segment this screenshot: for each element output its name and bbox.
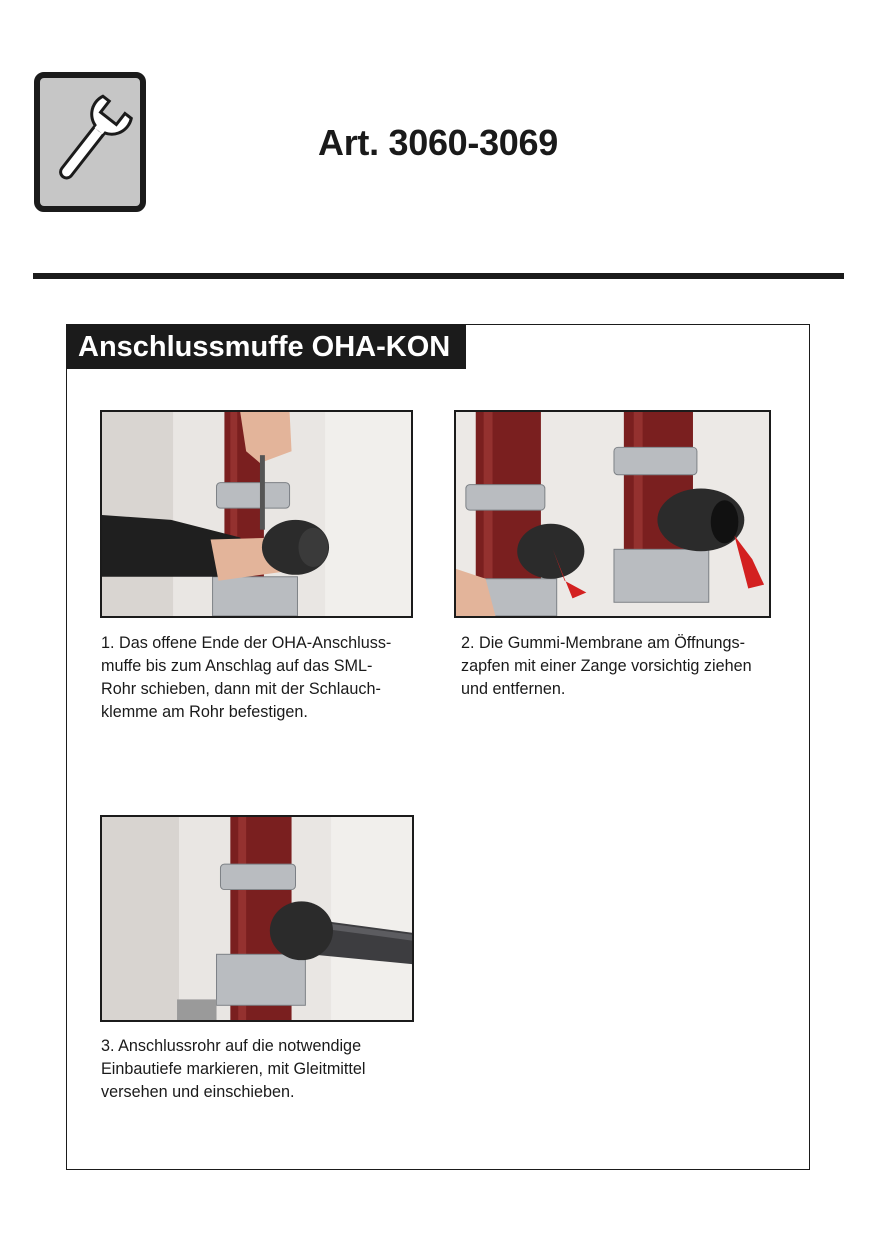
caption-line: 2. Die Gummi-Membrane am Öffnungs- xyxy=(461,634,745,652)
wrench-icon xyxy=(40,78,140,206)
caption-line: klemme am Rohr befestigen. xyxy=(101,703,308,721)
caption-line: versehen und einschieben. xyxy=(101,1083,295,1101)
step-1-photo xyxy=(100,410,413,618)
step-2-photo xyxy=(454,410,771,618)
header-divider xyxy=(33,273,844,279)
caption-line: zapfen mit einer Zange vorsichtig ziehen xyxy=(461,657,752,675)
caption-line: 3. Anschlussrohr auf die notwendige xyxy=(101,1037,362,1055)
step-3-caption xyxy=(101,1035,419,1104)
step-3-photo xyxy=(100,815,414,1022)
caption-line: muffe bis zum Anschlag auf das SML- xyxy=(101,657,373,675)
caption-line: und entfernen. xyxy=(461,680,566,698)
step-1-caption xyxy=(101,632,419,724)
step-2-caption xyxy=(461,632,779,701)
section-title: Anschlussmuffe OHA-KON xyxy=(66,324,466,369)
caption-line: Rohr schieben, dann mit der Schlauch- xyxy=(101,680,381,698)
article-number-title: Art. 3060-3069 xyxy=(318,122,558,163)
caption-line: Einbautiefe markieren, mit Gleitmittel xyxy=(101,1060,366,1078)
wrench-logo xyxy=(34,72,146,212)
caption-line: 1. Das offene Ende der OHA-Anschluss- xyxy=(101,634,392,652)
